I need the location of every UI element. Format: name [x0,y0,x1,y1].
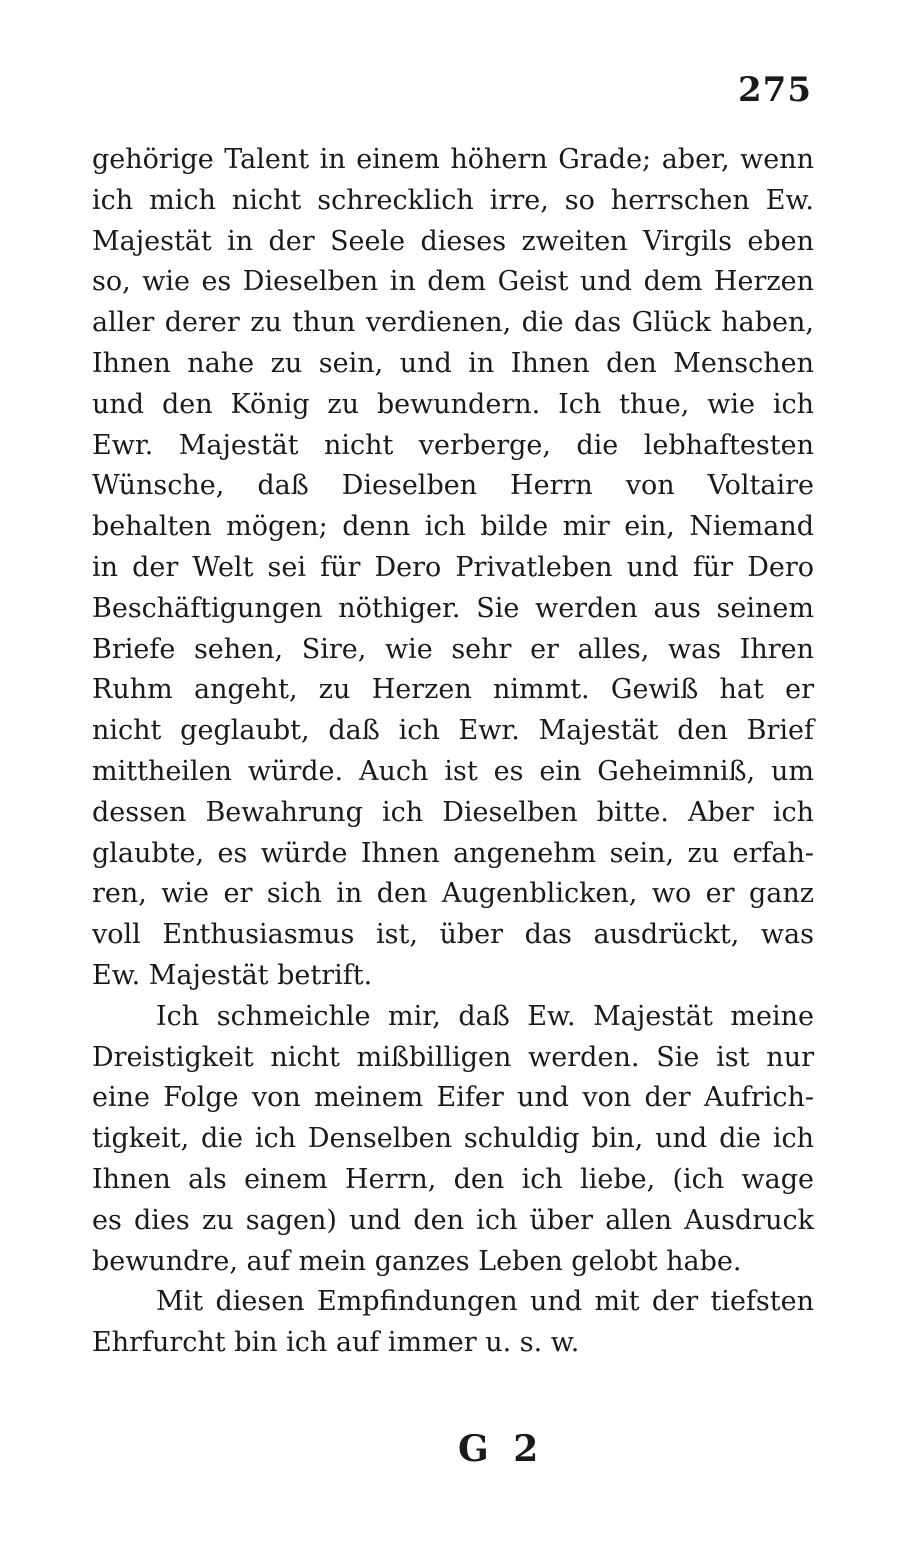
text-line: nicht geglaubt, daß ich Ewr. Majestät den Brief [92,715,814,747]
text-line: Majestät in der Seele dieses zweiten Virgils eben [92,225,814,257]
text-line: behalten mögen; denn ich bilde mir ein, Niemand [92,511,814,543]
text-line: Ihnen nahe zu sein, und in Ihnen den Menschen [92,347,814,379]
text-line: Ewr. Majestät nicht verberge, die lebhaftesten [92,429,814,461]
text-line: tigkeit, die ich Denselben schuldig bin, und die ich [92,1123,814,1155]
signature-mark: G 2 [458,1428,545,1470]
text-line: Briefe sehen, Sire, wie sehr er alles, was Ihren [92,633,814,665]
text-line: so, wie es Dieselben in dem Geist und dem Herzen [92,266,814,298]
text-line: Dreistigkeit nicht mißbilligen werden. Sie ist nur [92,1041,814,1073]
text-line: und den König zu bewundern. Ich thue, wie ich [92,388,814,420]
text-line: Mit diesen Empfindungen und mit der tiefsten [156,1286,814,1318]
text-line: in der Welt sei für Dero Privatleben und für Dero [92,551,814,583]
text-line: mittheilen würde. Auch ist es ein Geheimniß, um [92,755,814,787]
text-line: bewundre, auf mein ganzes Leben gelobt habe. [92,1245,742,1277]
text-line: Ihnen als einem Herrn, den ich liebe, (ich wage [92,1163,814,1195]
text-line: Wünsche, daß Dieselben Herrn von Voltaire [92,470,814,502]
text-line: Beschäftigungen nöthiger. Sie werden aus seinem [92,592,814,624]
text-line: aller derer zu thun verdienen, die das Glück haben, [92,307,814,339]
paragraph-1 [92,140,814,997]
text-line: Ew. Majestät betrift. [92,959,373,991]
text-line: dessen Bewahrung ich Dieselben bitte. Aber ich [92,796,814,828]
text-line: gehörige Talent in einem höhern Grade; aber, wenn [92,144,814,175]
text-line: es dies zu sagen) und den ich über allen Ausdruck [92,1204,814,1236]
text-line: ren, wie er sich in den Augenblicken, wo er ganz [92,878,814,910]
paragraph-2 [92,997,814,1283]
page-number: 275 [738,70,812,110]
text-line: eine Folge von meinem Eifer und von der Aufrich- [92,1082,814,1114]
body-text [92,140,814,1364]
text-line: glaubte, es würde Ihnen angenehm sein, zu erfah- [92,837,814,869]
text-line: voll Enthusiasmus ist, über das ausdrückt, was [92,919,814,951]
paragraph-3 [92,1282,814,1364]
text-line: Ich schmeichle mir, daß Ew. Majestät meine [156,1000,814,1032]
text-line: Ehrfurcht bin ich auf immer u. s. w. [92,1327,580,1359]
text-line: ich mich nicht schrecklich irre, so herrschen Ew. [92,184,814,216]
text-line: Ruhm angeht, zu Herzen nimmt. Gewiß hat er [92,674,814,706]
